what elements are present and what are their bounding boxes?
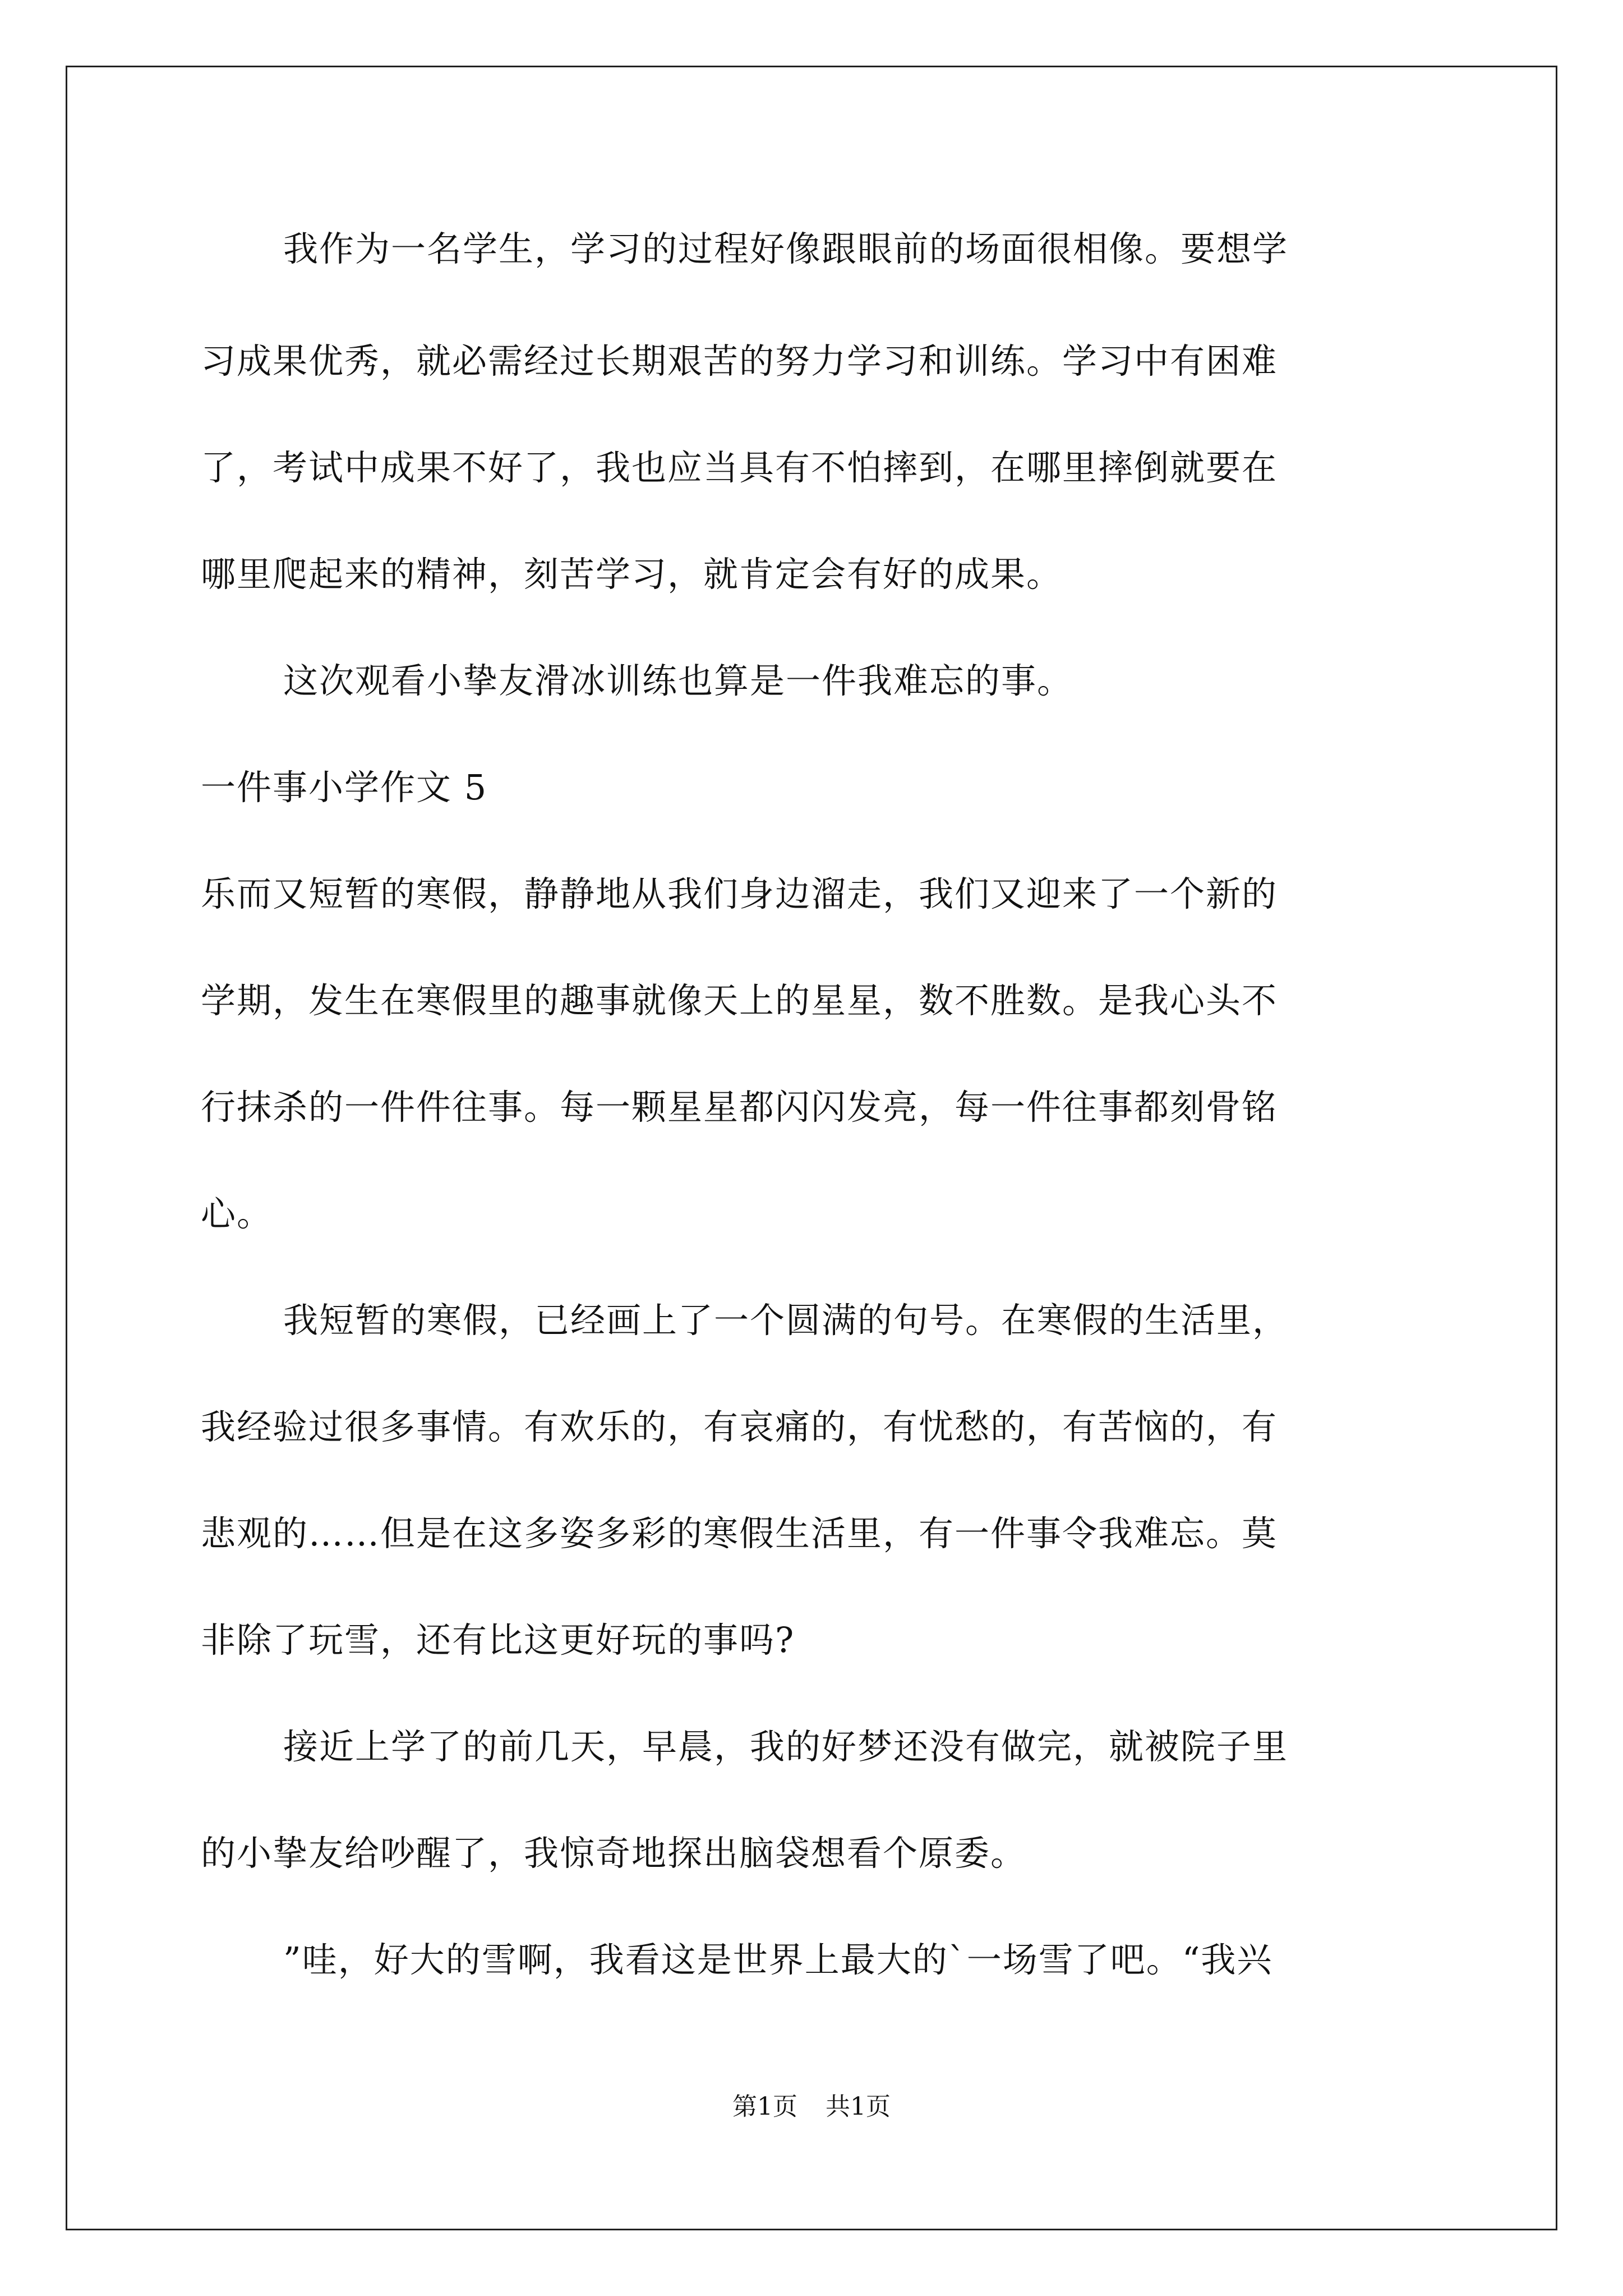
section-heading: 一件事小学作文 5: [201, 767, 488, 808]
text-line: 我经验过很多事情。有欢乐的，有哀痛的，有忧愁的，有苦恼的，有: [201, 1406, 1278, 1447]
text-line: 接近上学了的前几天，早晨，我的好梦还没有做完，就被院子里: [283, 1726, 1289, 1767]
text-line: 这次观看小挚友滑冰训练也算是一件我难忘的事。: [283, 660, 1073, 701]
text-line: 习成果优秀，就必需经过长期艰苦的努力学习和训练。学习中有困难: [201, 341, 1278, 381]
page-footer: [0, 2091, 1623, 2123]
text-line: 心。: [201, 1193, 273, 1234]
text-line: 行抹杀的一件件往事。每一颗星星都闪闪发亮，每一件往事都刻骨铭: [201, 1087, 1278, 1128]
text-line: 乐而又短暂的寒假，静静地从我们身边溜走，我们又迎来了一个新的: [201, 873, 1278, 914]
text-line: 的小挚友给吵醒了，我惊奇地探出脑袋想看个原委。: [201, 1833, 1027, 1874]
page-border: [66, 66, 1557, 2230]
page-total: 共1页: [826, 2092, 891, 2121]
text-line: 学期，发生在寒假里的趣事就像天上的星星，数不胜数。是我心头不: [201, 980, 1278, 1021]
text-line: ”哇，好大的雪啊，我看这是世界上最大的`一场雪了吧。“我兴: [283, 1939, 1273, 1980]
text-line: 哪里爬起来的精神，刻苦学习，就肯定会有好的成果。: [201, 554, 1063, 595]
text-line: 悲观的……但是在这多姿多彩的寒假生活里，有一件事令我难忘。莫: [201, 1513, 1278, 1554]
text-line: 了，考试中成果不好了，我也应当具有不怕摔到，在哪里摔倒就要在: [201, 447, 1278, 488]
text-line: 我作为一名学生，学习的过程好像跟眼前的场面很相像。要想学: [283, 228, 1289, 269]
text-line: 非除了玩雪，还有比这更好玩的事吗?: [201, 1619, 795, 1660]
text-line: 我短暂的寒假，已经画上了一个圆满的句号。在寒假的生活里，: [283, 1300, 1289, 1341]
page-number: 第1页: [732, 2092, 797, 2121]
